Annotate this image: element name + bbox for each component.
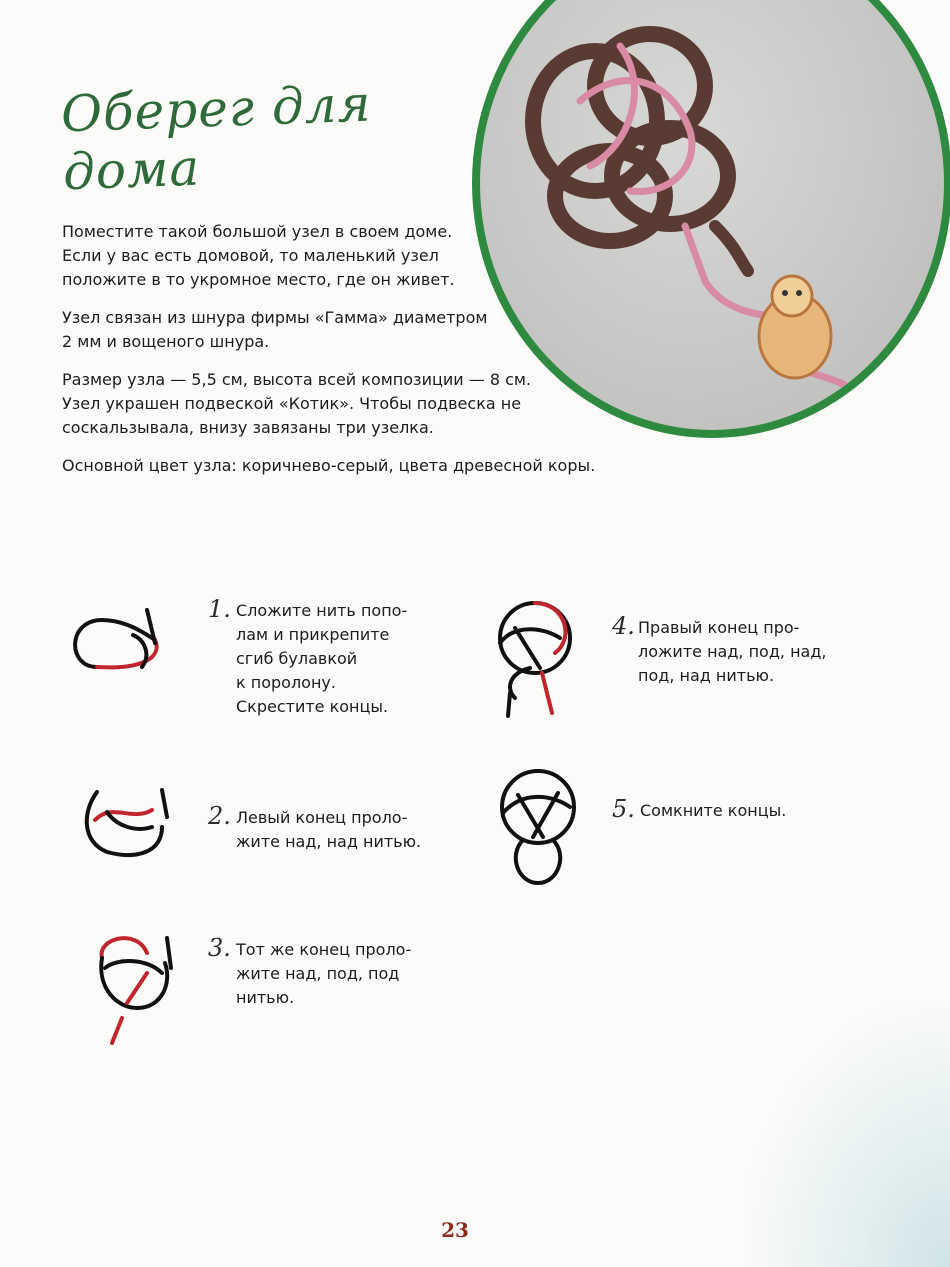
step-3-text: Тот же конец проло- жите над, под, под нитью. bbox=[236, 940, 412, 1007]
intro-paragraph-1: Поместите такой большой узел в своем доме. Если у вас есть домовой, то маленький узел положите в то укромное место, где он живет. bbox=[62, 222, 455, 289]
step-4-number: 4. bbox=[612, 612, 635, 640]
step-2-diagram-icon bbox=[77, 782, 187, 872]
step-2-text: Левый конец проло- жите над, над нитью. bbox=[236, 808, 422, 851]
intro-paragraph-2: Узел связан из шнура фирмы «Гамма» диаметром 2 мм и вощеного шнура. bbox=[62, 308, 488, 351]
page-number: 23 bbox=[441, 1218, 469, 1242]
step-5-number: 5. bbox=[612, 795, 635, 823]
step-5-text: Сомкните концы. bbox=[640, 801, 787, 820]
step-5-diagram-icon bbox=[488, 765, 598, 890]
page-title: Оберег для дома bbox=[60, 74, 373, 202]
intro-text bbox=[62, 220, 596, 492]
step-2-number: 2. bbox=[208, 802, 231, 830]
step-1-text: Сложите нить попо- лам и прикрепите сгиб булавкой к поролону. Скрестите концы. bbox=[236, 601, 408, 716]
step-4-text: Правый конец про- ложите над, под, над, под, над нитью. bbox=[638, 618, 827, 685]
step-4-diagram-icon bbox=[480, 598, 590, 723]
step-3-number: 3. bbox=[208, 934, 231, 962]
step-3-diagram-icon bbox=[87, 928, 197, 1053]
intro-paragraph-3: Размер узла — 5,5 см, высота всей композиции — 8 см. Узел украшен подвеской «Котик». Чтобы подвеска не соскальзывала, внизу завязаны три узелка. bbox=[62, 370, 532, 437]
step-1-diagram-icon bbox=[67, 595, 177, 685]
intro-paragraph-4: Основной цвет узла: коричнево-серый, цвета древесной коры. bbox=[62, 456, 596, 475]
step-1-number: 1. bbox=[208, 595, 231, 623]
